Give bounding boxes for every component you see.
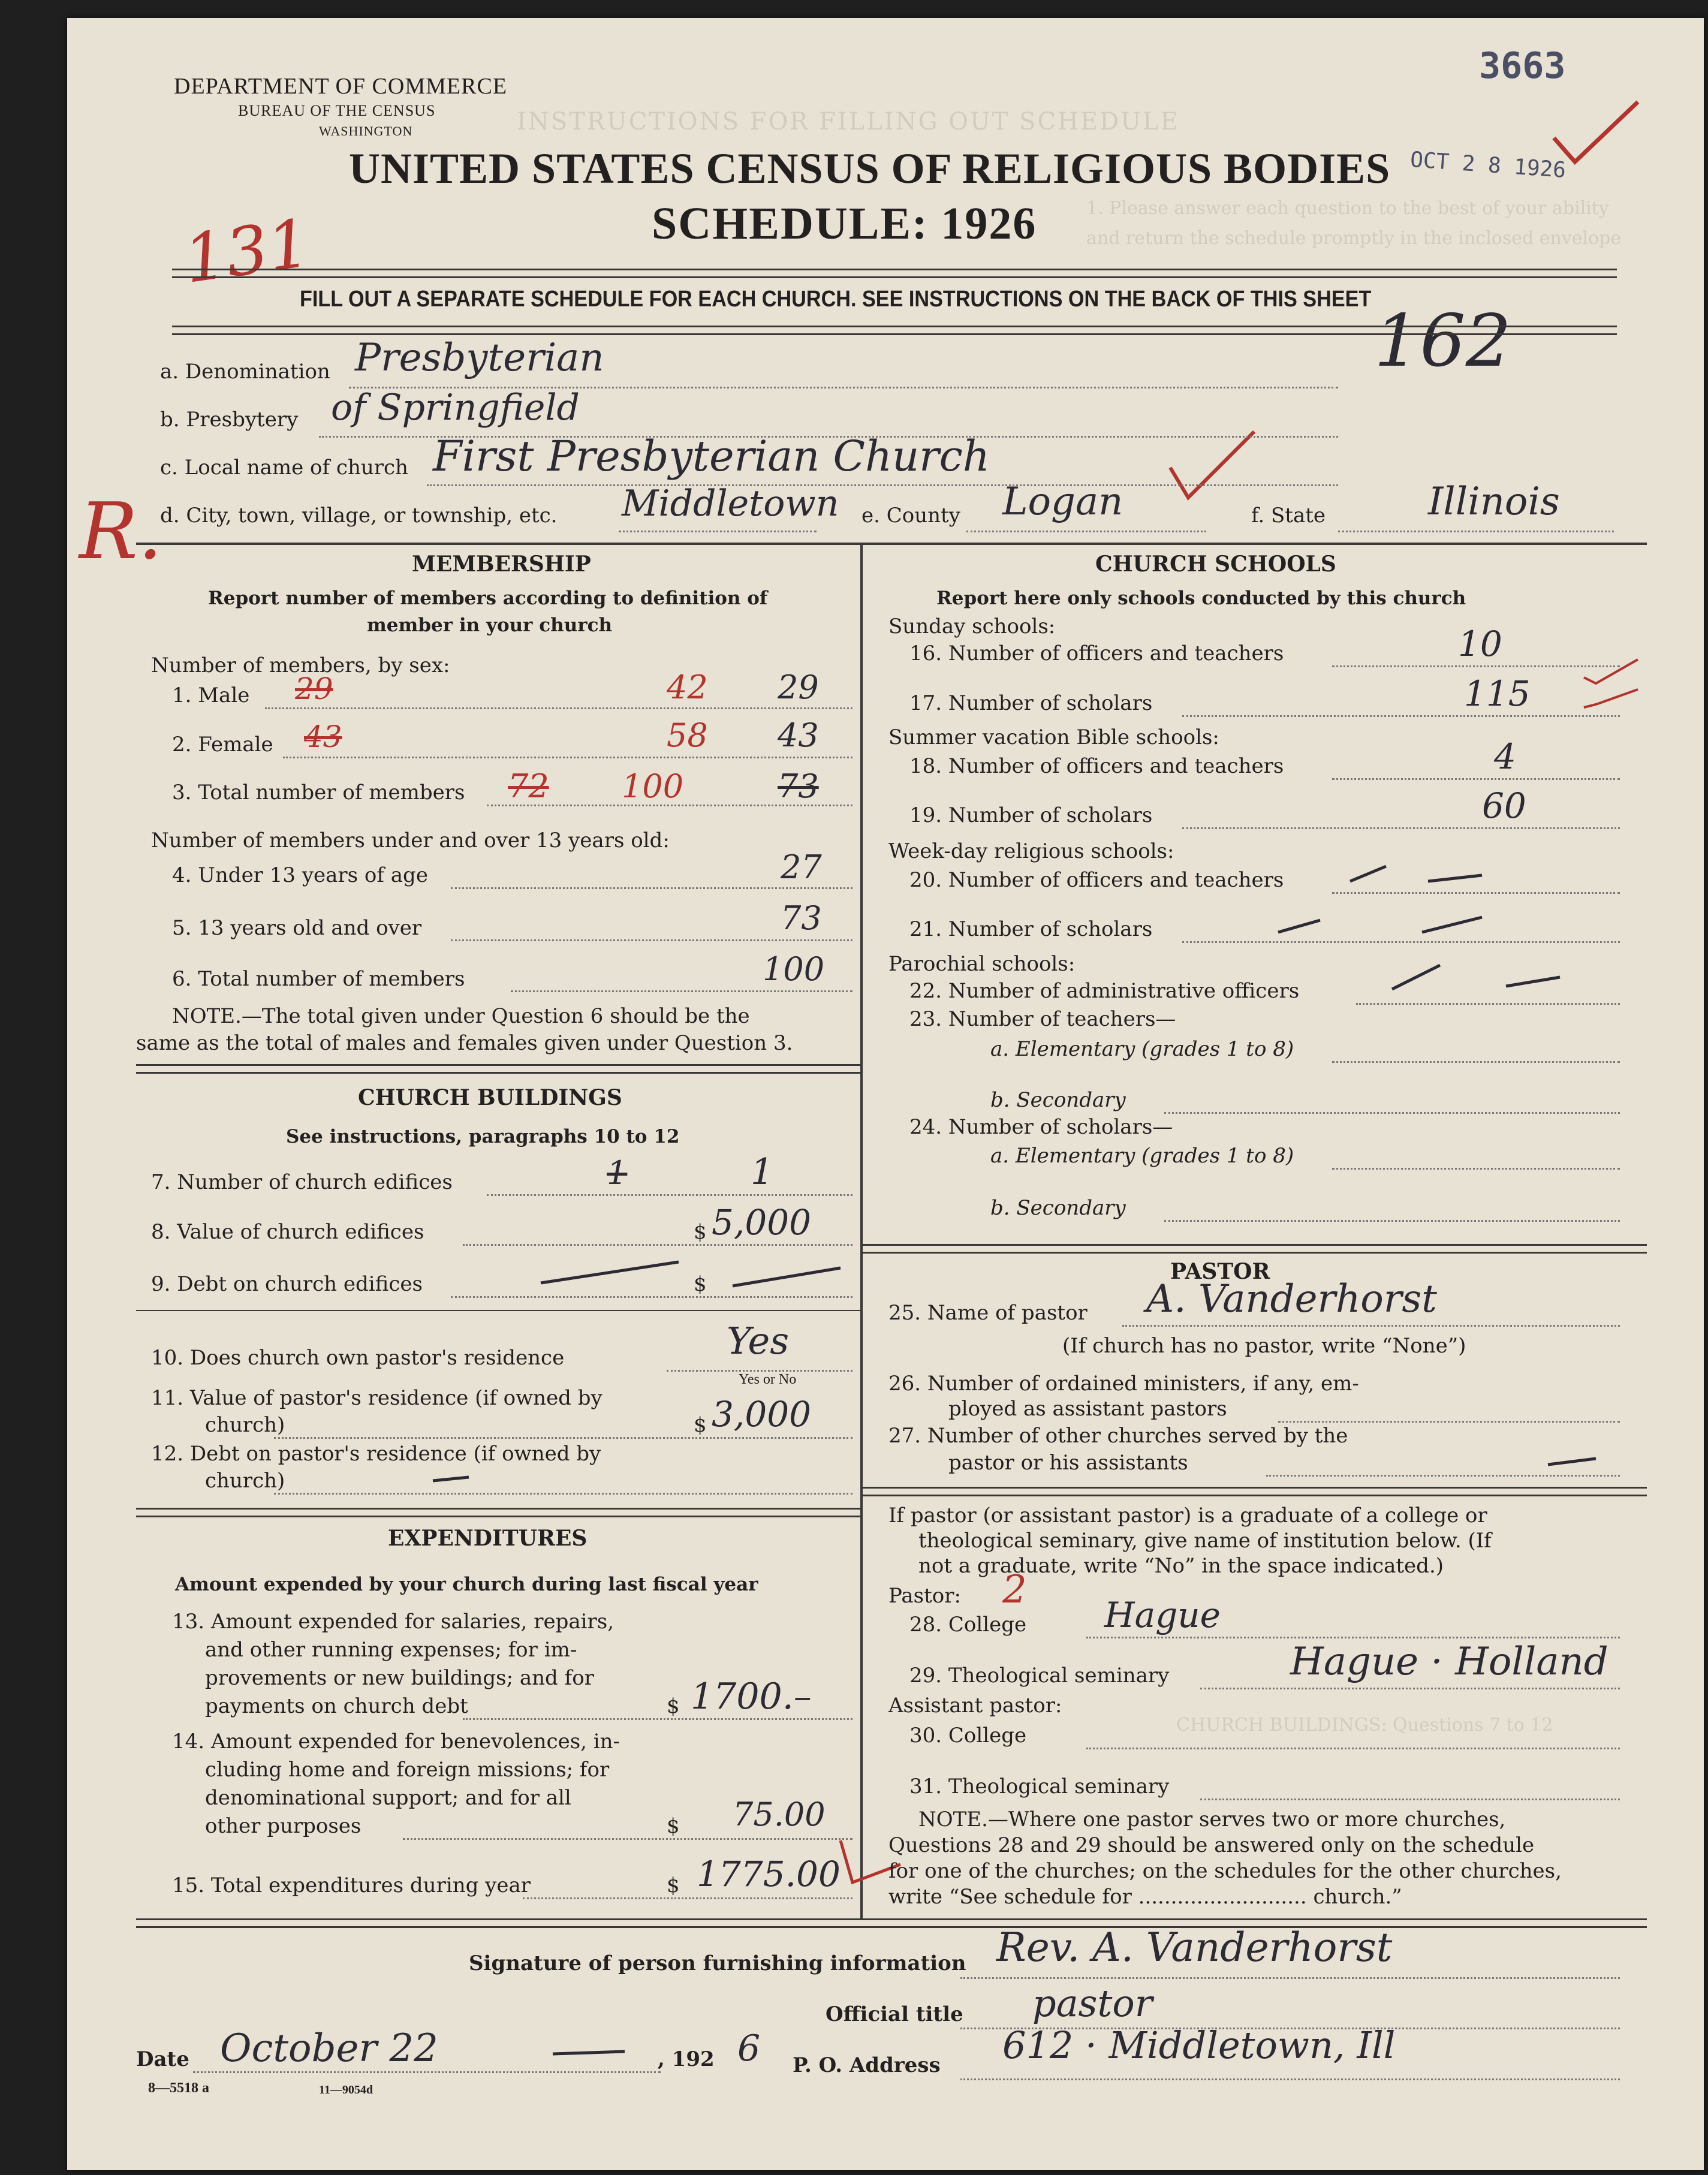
department-name: DEPARTMENT OF COMMERCE: [174, 74, 508, 99]
q16-value: 10: [1458, 623, 1502, 664]
q23-label: 23. Number of teachers—: [909, 1007, 1176, 1031]
q7-struck-value: 1: [607, 1154, 628, 1192]
q5-label: 5. 13 years old and over: [172, 916, 422, 940]
expenditures-intro: Amount expended by your church during last fiscal year: [175, 1574, 758, 1595]
q26-label-cont: ployed as assistant pastors: [948, 1397, 1227, 1421]
q13-value: 1700.–: [691, 1676, 812, 1718]
summer-schools-label: Summer vacation Bible schools:: [888, 725, 1219, 749]
q17-value: 115: [1464, 673, 1531, 714]
q25-label: 25. Name of pastor: [888, 1301, 1088, 1325]
q2-value: 43: [778, 716, 819, 754]
q2-struck-value: 43: [304, 719, 342, 754]
buildings-divider: [136, 1508, 860, 1517]
schools-divider: [861, 1244, 1647, 1254]
q12-label-cont: church): [205, 1469, 285, 1493]
q10-hint: Yes or No: [739, 1372, 797, 1387]
q30-label: 30. College: [909, 1724, 1027, 1748]
bureau-city: WASHINGTON: [319, 123, 413, 138]
q23a-label: a. Elementary (grades 1 to 8): [990, 1037, 1294, 1061]
membership-intro: member in your church: [367, 614, 613, 636]
q8-label: 8. Value of church edifices: [151, 1220, 424, 1244]
q17-label: 17. Number of scholars: [909, 691, 1153, 715]
q6-value: 100: [763, 950, 825, 988]
q1-struck-value: 29: [295, 671, 333, 706]
q20-dash-mark: [1344, 854, 1488, 890]
q24b-label: b. Secondary: [990, 1196, 1126, 1220]
church-schools-heading: CHURCH SCHOOLS: [1095, 552, 1336, 577]
q21-dash-mark: [1272, 905, 1488, 941]
sunday-schools-label: Sunday schools:: [888, 614, 1056, 638]
membership-heading: MEMBERSHIP: [412, 552, 591, 577]
q14-label: 14. Amount expended for benevolences, in-: [172, 1730, 620, 1754]
received-date-stamp: OCT 2 8 1926: [1409, 147, 1567, 183]
q27-label-cont: pastor or his assistants: [948, 1451, 1188, 1475]
year-prefix: , 192: [658, 2047, 715, 2071]
buildings-inner-divider: [136, 1310, 860, 1311]
bureau-name: BUREAU OF THE CENSUS: [238, 102, 436, 119]
dollar-sign: $: [694, 1220, 707, 1244]
q2-red-value: 58: [667, 716, 708, 754]
date-label: Date: [136, 2047, 189, 2071]
q8-value: 5,000: [712, 1202, 812, 1243]
q16-label: 16. Number of officers and teachers: [909, 641, 1284, 665]
q2-female-label: 2. Female: [172, 733, 273, 757]
q10-label: 10. Does church own pastor's residence: [151, 1346, 565, 1370]
dollar-sign: $: [667, 1814, 680, 1838]
serial-stamp: 3663: [1479, 45, 1566, 87]
q14-value: 75.00: [733, 1796, 826, 1833]
local-name-label: c. Local name of church: [160, 456, 408, 480]
instruction-divider: [172, 326, 1617, 335]
q26-label: 26. Number of ordained ministers, if any, em-: [888, 1372, 1359, 1396]
q3-red-value: 100: [622, 767, 684, 805]
q3-value: 73: [778, 767, 819, 805]
q7-value: 1: [751, 1151, 774, 1193]
q1-male-label: 1. Male: [172, 683, 250, 707]
show-through-line: and return the schedule promptly in the inclosed envelope: [1086, 228, 1622, 249]
red-check-icon: [1578, 641, 1644, 713]
q31-label: 31. Theological seminary: [909, 1775, 1170, 1799]
q18-label: 18. Number of officers and teachers: [909, 754, 1284, 778]
q4-value: 27: [781, 848, 822, 886]
handwritten-reference-number: 162: [1374, 300, 1512, 383]
q9-dash-mark: [535, 1256, 685, 1292]
q22-label: 22. Number of administrative officers: [909, 979, 1300, 1003]
q11-label: 11. Value of pastor's residence (if owned by: [151, 1386, 603, 1410]
red-code-mark: 2: [1002, 1568, 1027, 1612]
church-buildings-heading: CHURCH BUILDINGS: [358, 1085, 622, 1110]
column-divider: [860, 544, 863, 1920]
census-schedule-sheet: [67, 18, 1704, 2170]
address-label: P. O. Address: [793, 2053, 941, 2077]
red-file-number: 131: [179, 204, 315, 298]
q14-label-cont: denominational support; and for all: [205, 1786, 571, 1810]
parochial-schools-label: Parochial schools:: [888, 952, 1076, 976]
q27-label: 27. Number of other churches served by the: [888, 1424, 1348, 1448]
assistant-pastor-sub-label: Assistant pastor:: [888, 1694, 1062, 1718]
signature-value: Rev. A. Vanderhorst: [996, 1924, 1393, 1971]
q15-value: 1775.00: [697, 1854, 841, 1894]
q9-label: 9. Debt on church edifices: [151, 1272, 423, 1296]
address-value: 612 · Middletown, Ill: [1002, 2023, 1396, 2067]
dollar-sign: $: [667, 1873, 680, 1897]
q9-dash-mark: [727, 1262, 847, 1292]
red-check-icon: [1548, 96, 1644, 168]
membership-divider: [136, 1064, 860, 1074]
city-value: Middletown: [622, 483, 839, 525]
top-divider: [172, 269, 1617, 278]
q28-label: 28. College: [909, 1613, 1027, 1637]
q12-dash-mark: [427, 1469, 475, 1487]
date-dash-mark: [547, 2044, 631, 2062]
q13-label-cont: payments on church debt: [205, 1694, 468, 1718]
pastor-note: for one of the churches; on the schedules for the other churches,: [888, 1859, 1562, 1883]
q29-label: 29. Theological seminary: [909, 1664, 1170, 1688]
membership-note: NOTE.—The total given under Question 6 should be the: [172, 1004, 750, 1028]
state-value: Illinois: [1428, 480, 1560, 524]
pastor-divider: [861, 1487, 1647, 1496]
year-digit: 6: [737, 2028, 761, 2069]
print-number: 11—9054d: [319, 2083, 373, 2096]
q13-label-cont: provements or new buildings; and for: [205, 1666, 594, 1690]
city-label: d. City, town, village, or township, etc.: [160, 504, 558, 528]
signature-label: Signature of person furnishing information: [469, 1951, 966, 1975]
official-title-value: pastor: [1032, 1981, 1153, 2025]
dollar-sign: $: [667, 1694, 680, 1718]
q27-dash-mark: [1542, 1448, 1602, 1472]
q20-label: 20. Number of officers and teachers: [909, 868, 1284, 892]
q7-label: 7. Number of church edifices: [151, 1170, 453, 1194]
local-name-value: First Presbyterian Church: [433, 432, 990, 481]
denomination-label: a. Denomination: [160, 360, 330, 384]
q12-label: 12. Debt on pastor's residence (if owned by: [151, 1442, 601, 1466]
pastor-heading: PASTOR: [1170, 1259, 1270, 1284]
expenditures-heading: EXPENDITURES: [388, 1526, 588, 1551]
q23b-label: b. Secondary: [990, 1088, 1126, 1112]
state-label: f. State: [1251, 504, 1326, 528]
show-through-line: CHURCH BUILDINGS: Questions 7 to 12: [1176, 1715, 1553, 1736]
pastor-note: write “See schedule for .......................... church.”: [888, 1885, 1402, 1909]
date-value: October 22: [220, 2026, 438, 2071]
members-by-age-label: Number of members under and over 13 years old:: [151, 829, 670, 852]
denomination-value: Presbyterian: [355, 336, 604, 380]
q25-hint: (If church has no pastor, write “None”): [1062, 1334, 1466, 1358]
q25-value: A. Vanderhorst: [1146, 1277, 1437, 1321]
q10-value: Yes: [727, 1319, 790, 1363]
show-through-line: 1. Please answer each question to the best of your ability: [1086, 198, 1609, 219]
q14-label-cont: other purposes: [205, 1814, 362, 1838]
members-by-sex-label: Number of members, by sex:: [151, 653, 450, 677]
official-title-label: Official title: [826, 2002, 963, 2026]
red-letter-mark: R.: [79, 486, 163, 577]
county-value: Logan: [1002, 480, 1123, 524]
form-title: UNITED STATES CENSUS OF RELIGIOUS BODIES: [349, 144, 1391, 192]
pastor-sub-label: Pastor:: [888, 1584, 961, 1608]
q4-label: 4. Under 13 years of age: [172, 863, 428, 887]
dollar-sign: $: [694, 1272, 707, 1296]
presbytery-label: b. Presbytery: [160, 408, 299, 432]
form-number: 8—5518 a: [148, 2080, 209, 2096]
weekday-schools-label: Week-day religious schools:: [888, 839, 1174, 863]
q11-label-cont: church): [205, 1413, 285, 1437]
q1-value: 29: [778, 668, 819, 706]
q13-label: 13. Amount expended for salaries, repairs,: [172, 1610, 614, 1634]
membership-intro: Report number of members according to definition of: [208, 588, 768, 609]
q18-value: 4: [1494, 736, 1516, 777]
q15-label: 15. Total expenditures during year: [172, 1873, 531, 1897]
schedule-year: SCHEDULE: 1926: [652, 198, 1037, 249]
church-buildings-intro: See instructions, paragraphs 10 to 12: [286, 1126, 680, 1147]
q22-dash-mark: [1386, 959, 1566, 995]
q5-value: 73: [781, 899, 822, 937]
q29-value: Hague · Holland: [1290, 1640, 1608, 1684]
pastor-note: Questions 28 and 29 should be answered only on the schedule: [888, 1833, 1535, 1857]
q19-label: 19. Number of scholars: [909, 803, 1153, 827]
q13-label-cont: and other running expenses; for im-: [205, 1638, 577, 1662]
identity-divider: [136, 543, 1647, 545]
pastor-note: NOTE.—Where one pastor serves two or more churches,: [918, 1808, 1506, 1831]
graduate-instructions: not a graduate, write “No” in the space indicated.): [918, 1554, 1444, 1578]
q24-label: 24. Number of scholars—: [909, 1115, 1173, 1139]
graduate-instructions: theological seminary, give name of institution below. (If: [918, 1529, 1492, 1553]
dollar-sign: $: [694, 1413, 707, 1437]
show-through-heading: INSTRUCTIONS FOR FILLING OUT SCHEDULE: [517, 108, 1180, 135]
membership-note: same as the total of males and females given under Question 3.: [136, 1031, 793, 1055]
q28-value: Hague: [1104, 1595, 1221, 1635]
instruction-banner: FILL OUT A SEPARATE SCHEDULE FOR EACH CHURCH. SEE INSTRUCTIONS ON THE BACK OF THIS SHEET: [300, 287, 1372, 312]
q19-value: 60: [1482, 785, 1526, 826]
graduate-instructions: If pastor (or assistant pastor) is a graduate of a college or: [888, 1504, 1487, 1528]
q1-red-value: 42: [667, 668, 708, 706]
q3-total-label: 3. Total number of members: [172, 781, 465, 805]
presbytery-value: of Springfield: [331, 387, 580, 429]
q11-value: 3,000: [712, 1394, 812, 1435]
q21-label: 21. Number of scholars: [909, 917, 1153, 941]
church-schools-intro: Report here only schools conducted by this church: [936, 588, 1466, 609]
q14-label-cont: cluding home and foreign missions; for: [205, 1758, 610, 1782]
q3-struck-value: 72: [508, 767, 549, 805]
body-bottom-divider: [136, 1918, 1647, 1928]
q24a-label: a. Elementary (grades 1 to 8): [990, 1144, 1294, 1168]
q6-label: 6. Total number of members: [172, 967, 465, 991]
county-label: e. County: [861, 504, 960, 528]
